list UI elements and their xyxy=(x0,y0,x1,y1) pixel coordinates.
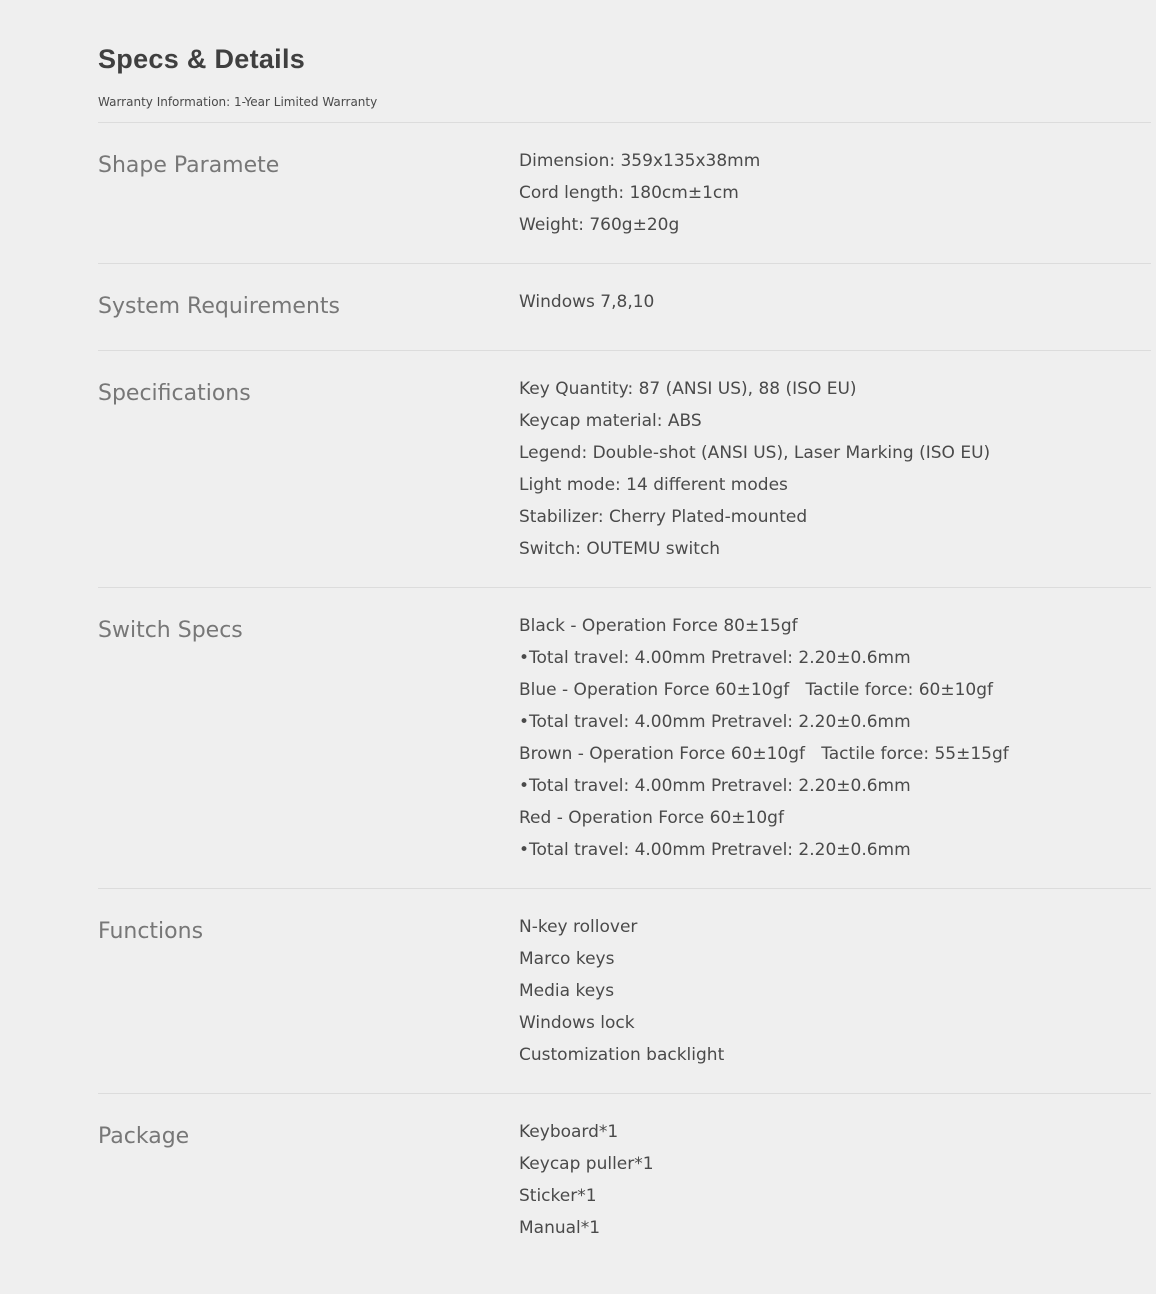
spec-value: •Total travel: 4.00mm Pretravel: 2.20±0.6mm xyxy=(519,712,911,732)
page-title: Specs & Details xyxy=(98,44,306,74)
spec-value: Keyboard*1 xyxy=(519,1122,619,1142)
spec-row-specifications xyxy=(98,351,1151,588)
spec-value: Dimension: 359x135x38mm xyxy=(519,151,761,171)
spec-row-values xyxy=(519,264,1151,350)
spec-value: •Total travel: 4.00mm Pretravel: 2.20±0.6mm xyxy=(519,840,911,860)
spec-row-system-requirements xyxy=(98,264,1151,351)
spec-value: Stabilizer: Cherry Plated-mounted xyxy=(519,507,808,527)
spec-value: •Total travel: 4.00mm Pretravel: 2.20±0.6mm xyxy=(519,776,911,796)
spec-value: Keycap puller*1 xyxy=(519,1154,654,1174)
spec-row-label: Package xyxy=(98,1124,190,1149)
spec-value: Cord length: 180cm±1cm xyxy=(519,183,739,203)
spec-value: Sticker*1 xyxy=(519,1186,597,1206)
spec-value: Marco keys xyxy=(519,949,615,969)
spec-value: Brown - Operation Force 60±10gf Tactile force: 55±15gf xyxy=(519,744,1009,764)
spec-value: Windows 7,8,10 xyxy=(519,292,655,312)
spec-value: Customization backlight xyxy=(519,1045,725,1065)
spec-row-label: System Requirements xyxy=(98,294,340,319)
warranty-info: Warranty Information: 1-Year Limited Warranty xyxy=(98,95,378,109)
spec-value: Keycap material: ABS xyxy=(519,411,702,431)
spec-row-values xyxy=(519,889,1151,1093)
spec-row-functions xyxy=(98,889,1151,1094)
spec-value: Blue - Operation Force 60±10gf Tactile force: 60±10gf xyxy=(519,680,993,700)
spec-row-label: Switch Specs xyxy=(98,618,243,643)
spec-value: Windows lock xyxy=(519,1013,635,1033)
spec-value: •Total travel: 4.00mm Pretravel: 2.20±0.6mm xyxy=(519,648,911,668)
spec-row-values xyxy=(519,351,1151,587)
spec-value: Black - Operation Force 80±15gf xyxy=(519,616,798,636)
spec-row-label: Specifications xyxy=(98,381,251,406)
spec-value: Weight: 760g±20g xyxy=(519,215,680,235)
spec-value: Key Quantity: 87 (ANSI US), 88 (ISO EU) xyxy=(519,379,857,399)
spec-value: Manual*1 xyxy=(519,1218,601,1238)
spec-value: N-key rollover xyxy=(519,917,638,937)
spec-row-switch-specs xyxy=(98,588,1151,889)
spec-row-label: Shape Paramete xyxy=(98,153,280,178)
spec-value: Switch: OUTEMU switch xyxy=(519,539,721,559)
spec-value: Red - Operation Force 60±10gf xyxy=(519,808,784,828)
specs-details-panel xyxy=(98,0,1151,1294)
spec-value: Light mode: 14 different modes xyxy=(519,475,788,495)
spec-row-package xyxy=(98,1094,1151,1294)
spec-row-values xyxy=(519,123,1151,263)
spec-row-values xyxy=(519,588,1151,888)
spec-value: Media keys xyxy=(519,981,615,1001)
spec-value: Legend: Double-shot (ANSI US), Laser Marking (ISO EU) xyxy=(519,443,991,463)
spec-row-shape-parameter xyxy=(98,123,1151,264)
spec-row-label: Functions xyxy=(98,919,204,944)
spec-row-values xyxy=(519,1094,1151,1294)
